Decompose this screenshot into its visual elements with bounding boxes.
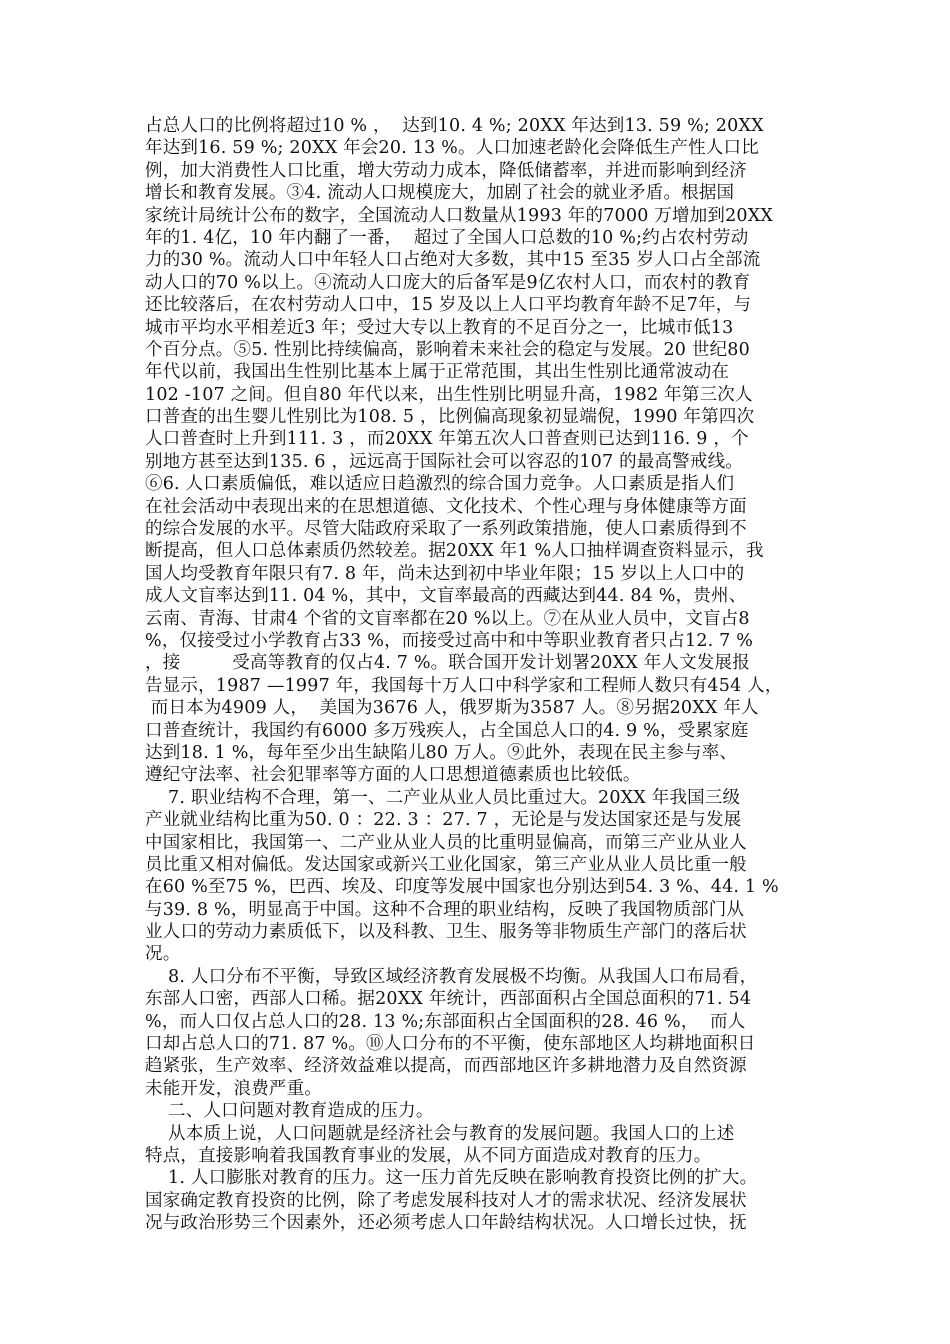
text-line: 而日本为4909 人， 美国为3676 人，俄罗斯为3587 人。⑧另据20XX 年人 [145, 698, 759, 719]
text-line: 在社会活动中表现出来的在思想道德、文化技术、个性心理与身体健康等方面 [145, 496, 747, 517]
text-line: 口普查的出生婴儿性别比为108. 5 ，比例偏高现象初显端倪，1990 年第四次 [145, 407, 755, 428]
text-line: %，仅接受过小学教育占33 %，而接受过高中和中等职业教育者只占12. 7 % [145, 630, 754, 651]
text-line: 8. 人口分布不平衡，导致区域经济教育发展极不均衡。从我国人口布局看， [145, 966, 758, 987]
text-line: 从本质上说，人口问题就是经济社会与教育的发展问题。我国人口的上述 [145, 1123, 735, 1144]
text-line: 年达到16. 59 %; 20XX 年会20. 13 %。人口加速老龄化会降低生产性人口比 [145, 138, 759, 159]
text-line: 增长和教育发展。③4. 流动人口规模庞大，加剧了社会的就业矛盾。根据国 [145, 183, 735, 204]
text-line: 城市平均水平相差近3 年；受过大专以上教育的不足百分之一，比城市低13 [145, 317, 734, 338]
text-line: 告显示，1987 —1997 年，我国每十万人口中科学家和工程师人数只有454 人， [145, 675, 783, 696]
text-line: 产业就业结构比重为50. 0 ：22. 3 ：27. 7 ，无论是与发达国家还是与发展 [145, 810, 742, 831]
text-line: 7. 职业结构不合理，第一、二产业从业人员比重过大。20XX 年我国三级 [145, 787, 741, 808]
text-line: 人口普查时上升到111. 3 ，而20XX 年第五次人口普查则已达到116. 9 ，个 [145, 429, 749, 450]
text-line: 国人均受教育年限只有7. 8 年，尚未达到初中毕业年限；15 岁以上人口中的 [145, 563, 745, 584]
text-line: 占总人口的比例将超过10 % ， 达到10. 4 %; 20XX 年达到13. 59 %; 20XX [145, 116, 764, 136]
document-page [145, 115, 815, 1235]
text-line: 达到18. 1 %，每年至少出生缺陷儿80 万人。⑨此外，表现在民主参与率、 [145, 742, 738, 763]
text-line: %，而人口仅占总人口的28. 13 %;东部面积占全国面积的28. 46 %， 而人 [145, 1011, 746, 1032]
text-line: 年代以前，我国出生性别比基本上属于正常范围，其出生性别比通常波动在 [145, 362, 730, 383]
text-line: 年的1. 4亿，10 年内翻了一番， 超过了全国人口总数的10 %;约占农村劳动 [145, 227, 749, 248]
text-line: 云南、青海、甘肃4 个省的文盲率都在20 %以上。⑦在从业人员中，文盲占8 [145, 608, 750, 629]
text-line: 例，加大消费性人口比重，增大劳动力成本，降低储蓄率，并进而影响到经济 [145, 160, 747, 181]
text-line: 中国家相比，我国第一、二产业从业人员的比重明显偏高，而第三产业从业人 [145, 832, 747, 853]
text-line: 在60 %至75 %，巴西、埃及、印度等发展中国家也分别达到54. 3 %、44. 1 % [145, 877, 779, 898]
text-line: 动人口的70 %以上。④流动人口庞大的后备军是9亿农村人口，而农村的教育 [145, 272, 751, 293]
text-line: 特点，直接影响着我国教育事业的发展，从不同方面造成对教育的压力。 [145, 1145, 712, 1166]
text-line: ，接 受高等教育的仅占4. 7 %。联合国开发计划署20XX 年人文发展报 [145, 653, 750, 674]
text-line: 趋紧张，生产效率、经济效益难以提高，而西部地区许多耕地潜力及自然资源 [145, 1056, 747, 1077]
text-line: 成人文盲率达到11. 04 %，其中，文盲率最高的西藏达到44. 84 %，贵州、 [145, 586, 747, 607]
text-line: 1. 人口膨胀对教育的压力。这一压力首先反映在影响教育投资比例的扩大。 [145, 1168, 758, 1189]
text-line: 员比重又相对偏低。发达国家或新兴工业化国家，第三产业从业人员比重一般 [145, 854, 747, 875]
text-line: 的综合发展的水平。尽管大陆政府采取了一系列政策措施，使人口素质得到不 [145, 519, 747, 540]
text-line: 别地方甚至达到135. 6 ，远远高于国际社会可以容忍的107 的最高警戒线。 [145, 451, 743, 472]
text-line: ⑥6. 人口素质偏低，难以适应日趋激烈的综合国力竞争。人口素质是指人们 [145, 474, 735, 495]
text-line: 还比较落后，在农村劳动人口中，15 岁及以上人口平均教育年龄不足7年，与 [145, 295, 752, 316]
text-line: 断提高，但人口总体素质仍然较差。据20XX 年1 %人口抽样调查资料显示，我 [145, 541, 764, 562]
text-line: 个百分点。⑤5. 性别比持续偏高，影响着未来社会的稳定与发展。20 世纪80 [145, 339, 750, 360]
text-line: 况与政治形势三个因素外，还必须考虑人口年龄结构状况。人口增长过快，抚 [145, 1213, 747, 1234]
text-line: 102 -107 之间。但自80 年代以来，出生性别比明显升高，1982 年第三次人 [145, 384, 753, 405]
text-line: 业人口的劳动力素质低下，以及科教、卫生、服务等非物质生产部门的落后状 [145, 922, 747, 943]
text-line: 未能开发，浪费严重。 [145, 1078, 322, 1099]
text-line: 况。 [145, 944, 181, 965]
text-line: 东部人口密，西部人口稀。据20XX 年统计，西部面积占全国总面积的71. 54 [145, 989, 752, 1010]
text-line: 二、人口问题对教育造成的压力。 [145, 1101, 434, 1122]
text-line: 家统计局统计公布的数字，全国流动人口数量从1993 年的7000 万增加到20XX [145, 205, 774, 226]
text-line: 与39. 8 %，明显高于中国。这种不合理的职业结构，反映了我国物质部门从 [145, 899, 745, 920]
text-line: 国家确定教育投资的比例，除了考虑发展科技对人才的需求状况、经济发展状 [145, 1190, 747, 1211]
text-line: 口却占总人口的71. 87 %。⑩人口分布的不平衡，使东部地区人均耕地面积日 [145, 1034, 756, 1055]
text-line: 遵纪守法率、社会犯罪率等方面的人口思想道德素质也比较低。 [145, 765, 641, 786]
text-line: 力的30 %。流动人口中年轻人口占绝对大多数，其中15 至35 岁人口占全部流 [145, 250, 761, 271]
text-line: 口普查统计，我国约有6000 多万残疾人，占全国总人口的4. 9 %，受累家庭 [145, 720, 749, 741]
